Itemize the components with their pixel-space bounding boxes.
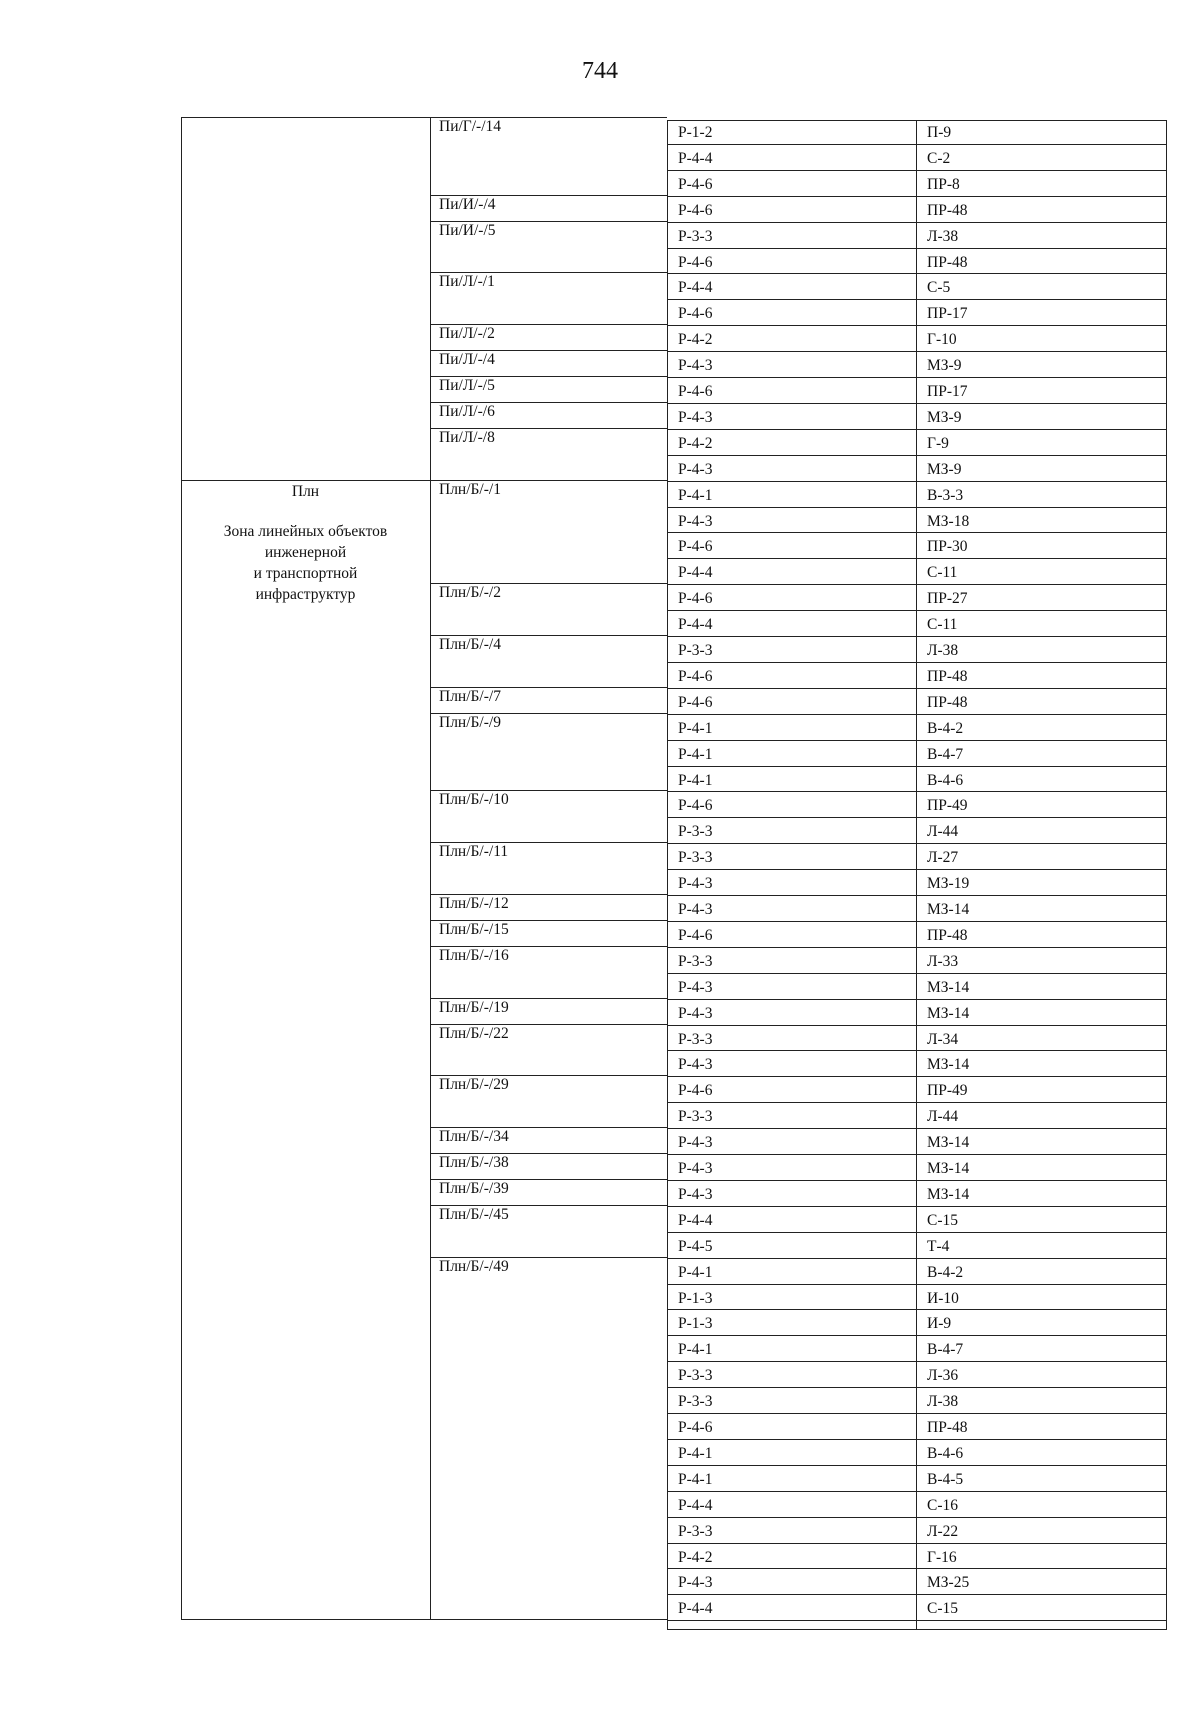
regulation-code: Р-4-6 [678,1082,713,1100]
regulation-code: Р-3-3 [678,823,713,841]
row-separator [667,299,1166,300]
row-separator [667,429,1166,430]
zone-index-code: МЗ-14 [927,1160,970,1177]
regulation-code: Р-4-1 [678,745,713,763]
regulation-code: Р-4-1 [678,719,713,737]
subzone-code: Пи/Л/-/8 [439,428,495,446]
row-separator [667,325,1166,326]
row-separator [667,455,1166,456]
regulation-code: Р-4-6 [678,538,713,556]
zone-index-code: Г-10 [927,331,957,349]
row-separator [667,947,1166,948]
subzone-code: Плн/Б/-/45 [439,1205,509,1223]
row-separator [667,1102,1166,1103]
zone-index-code: Л-22 [927,1522,959,1540]
row-separator [667,584,1166,585]
zone-index-code: МЗ-14 [927,978,970,996]
zone-index-code: МЗ-9 [927,408,962,426]
row-separator [667,1413,1166,1414]
row-separator [667,1050,1166,1051]
zone-index-code: ПР-48 [927,1419,968,1436]
row-separator [667,662,1166,663]
row-separator [667,403,1166,404]
zone-index-code: С-15 [927,1211,958,1229]
regulation-code: Р-4-3 [678,901,713,918]
zone-index-code: ПР-48 [927,926,968,944]
zone-index-code: ПР-48 [927,201,968,219]
regulation-code: Р-4-6 [678,590,713,608]
zone-index-code: Л-44 [927,1108,959,1126]
row-separator [667,1543,1166,1544]
row-separator [667,1465,1166,1466]
subzone-code: Плн/Б/-/34 [439,1128,509,1146]
row-separator [667,1284,1166,1285]
regulation-code: Р-4-1 [678,1444,713,1462]
zone-index-code: В-4-6 [927,1444,964,1462]
row-separator [667,481,1166,482]
zone-index-code: С-11 [927,616,958,634]
regulation-code: Р-4-6 [678,1419,713,1436]
table-column-divider [916,120,917,1630]
zone-index-code: ПР-30 [927,538,968,556]
zone-index-code: В-4-2 [927,719,964,737]
subzone-code: Пи/И/-/5 [439,221,496,239]
regulation-code: Р-4-4 [678,1600,713,1618]
zone-index-code: ПР-8 [927,175,960,193]
zone-index-code: МЗ-25 [927,1574,970,1592]
zone-index-code: МЗ-19 [927,875,970,893]
zone-index-code: Т-4 [927,1237,950,1255]
row-separator [667,1309,1166,1310]
regulation-code: Р-4-3 [678,460,713,478]
zone-name-line: Зона линейных объектов [223,522,388,540]
zone-index-code: МЗ-14 [927,1004,970,1022]
row-separator [667,558,1166,559]
zone-index-code: Л-36 [927,1367,959,1385]
row-separator [667,869,1166,870]
row-separator [667,973,1166,974]
regulation-code: Р-4-3 [678,512,713,530]
subzone-code: Плн/Б/-/4 [439,636,501,653]
regulation-code: Р-4-4 [678,1496,713,1514]
regulation-code: Р-4-1 [678,771,713,789]
zone-index-code: ПР-27 [927,590,968,608]
regulation-code: Р-4-6 [678,797,713,815]
zone-index-code: ПР-48 [927,253,968,271]
regulation-code: Р-4-4 [678,616,713,634]
zone-index-code: В-4-5 [927,1470,964,1488]
zone-name-line: инженерной [264,543,347,561]
zone-index-code: Г-9 [927,434,949,452]
row-separator [667,1232,1166,1233]
regulation-code: Р-4-3 [678,1134,713,1152]
zone-index-code: МЗ-9 [927,357,962,375]
subzone-code: Пи/Л/-/6 [439,402,495,420]
zone-index-code: ПР-48 [927,667,968,685]
zone-index-code: Л-33 [927,952,959,970]
row-separator [667,843,1166,844]
regulation-code: Р-4-3 [678,357,713,375]
zone-index-code: В-4-7 [927,745,964,763]
row-separator [667,1206,1166,1207]
regulation-code: Р-4-1 [678,486,713,504]
regulation-code: Р-4-4 [678,279,713,297]
row-separator [667,1154,1166,1155]
row-separator [667,1387,1166,1388]
table-column-divider [667,120,668,1630]
zone-index-code: Л-38 [927,642,959,659]
row-separator [667,1128,1166,1129]
zone-index-code: ПР-17 [927,383,968,400]
row-separator [667,532,1166,533]
row-separator [667,921,1166,922]
table-border-left [181,117,182,1619]
regulation-code: Р-4-2 [678,1548,713,1566]
zone-index-code: В-4-2 [927,1263,964,1281]
row-separator [667,766,1166,767]
row-separator [667,1439,1166,1440]
zone-index-code: С-15 [927,1600,958,1618]
row-separator [667,999,1166,1000]
row-separator [667,377,1166,378]
table-column-divider [430,117,431,1619]
zone-index-code: ПР-48 [927,693,968,711]
zone-index-code: Л-38 [927,227,959,245]
regulation-code: Р-3-3 [678,227,713,245]
row-separator [667,1594,1166,1595]
regulation-code: Р-3-3 [678,642,713,659]
zone-index-code: Л-38 [927,1393,959,1411]
row-separator [667,610,1166,611]
table-border-top [667,120,1166,121]
row-separator [667,1076,1166,1077]
subzone-code: Плн/Б/-/22 [439,1024,509,1042]
table-border-right [1166,120,1167,1630]
regulation-code: Р-4-1 [678,1341,713,1359]
subzone-code: Пи/Г/-/14 [439,118,502,135]
regulation-code: Р-4-6 [678,201,713,219]
regulation-code: Р-4-3 [678,875,713,893]
regulation-code: Р-3-3 [678,849,713,867]
row-separator [667,895,1166,896]
row-separator [667,1491,1166,1492]
row-separator [667,1180,1166,1181]
zone-index-code: ПР-49 [927,797,968,815]
row-separator [667,1568,1166,1569]
subzone-code: Плн/Б/-/49 [439,1257,509,1275]
row-separator [667,351,1166,352]
subzone-code: Плн/Б/-/19 [439,998,509,1016]
zone-separator [181,480,430,481]
zone-index-code: Л-27 [927,849,959,867]
row-separator [667,248,1166,249]
row-separator [667,1025,1166,1026]
table-border-bottom [181,1619,667,1620]
regulation-code: Р-4-4 [678,564,713,582]
regulation-code: Р-1-3 [678,1289,713,1307]
row-separator [667,1335,1166,1336]
subzone-code: Плн/Б/-/7 [439,687,501,705]
regulation-code: Р-4-3 [678,1004,713,1022]
regulation-code: Р-4-5 [678,1237,713,1255]
subzone-code: Плн/Б/-/10 [439,791,509,809]
zone-index-code: Л-44 [927,823,959,841]
regulation-code: Р-4-3 [678,1185,713,1203]
subzone-code: Плн/Б/-/11 [439,843,509,861]
row-separator [667,1258,1166,1259]
regulation-code: Р-4-3 [678,1056,713,1074]
regulation-code: Р-3-3 [678,1030,713,1048]
zone-index-code: Л-34 [927,1030,959,1048]
subzone-code: Плн/Б/-/15 [439,920,509,938]
subzone-code: Плн/Б/-/9 [439,713,501,731]
row-separator [667,714,1166,715]
regulation-code: Р-4-3 [678,1160,713,1177]
subzone-code: Пи/Л/-/5 [439,377,495,394]
zone-index-code: ПР-17 [927,305,968,323]
zoning-table [181,117,1166,1621]
zone-index-code: В-4-6 [927,771,964,789]
regulation-code: Р-4-4 [678,149,713,167]
row-separator [667,740,1166,741]
zone-index-code: П-9 [927,124,952,141]
row-separator [667,222,1166,223]
regulation-code: Р-4-1 [678,1470,713,1488]
table-border-top [181,117,667,118]
zone-index-code: И-10 [927,1289,959,1307]
subzone-code: Плн/Б/-/2 [439,584,501,602]
regulation-code: Р-4-1 [678,1263,713,1281]
zone-name-line: и транспортной [253,564,358,582]
regulation-code: Р-3-3 [678,952,713,970]
subzone-code: Плн/Б/-/38 [439,1154,509,1171]
regulation-code: Р-4-6 [678,926,713,944]
row-separator [667,144,1166,145]
subzone-code: Пи/Л/-/4 [439,351,495,369]
regulation-code: Р-4-2 [678,434,713,452]
row-separator [667,1361,1166,1362]
regulation-code: Р-4-4 [678,1211,713,1229]
regulation-code: Р-4-6 [678,253,713,271]
zone-name-line: инфраструктур [255,585,356,603]
regulation-code: Р-4-3 [678,1574,713,1592]
regulation-code: Р-4-3 [678,408,713,426]
zone-index-code: МЗ-9 [927,460,962,478]
regulation-code: Р-3-3 [678,1522,713,1540]
row-separator [667,507,1166,508]
row-separator [667,273,1166,274]
regulation-code: Р-3-3 [678,1108,713,1126]
zone-index-code: В-3-3 [927,486,964,504]
row-separator [667,636,1166,637]
regulation-code: Р-4-6 [678,693,713,711]
zone-index-code: МЗ-14 [927,901,970,918]
regulation-code: Р-4-2 [678,331,713,349]
regulation-code: Р-4-6 [678,305,713,323]
zone-index-code: С-5 [927,279,951,297]
zone-index-code: И-9 [927,1315,952,1333]
subzone-code: Плн/Б/-/12 [439,895,509,912]
zone-code: Плн [291,482,320,500]
subzone-code: Плн/Б/-/16 [439,946,509,964]
row-separator [667,170,1166,171]
regulation-code: Р-4-6 [678,175,713,193]
regulation-code: Р-1-2 [678,124,713,141]
subzone-code: Плн/Б/-/39 [439,1179,509,1197]
zone-index-code: МЗ-18 [927,512,970,530]
subzone-code: Пи/И/-/4 [439,195,496,213]
zone-index-code: МЗ-14 [927,1185,970,1203]
row-separator [667,1620,1166,1621]
row-separator [667,791,1166,792]
table-border-bottom [667,1629,1166,1630]
regulation-code: Р-1-3 [678,1315,713,1333]
row-separator [667,817,1166,818]
zone-index-code: ПР-49 [927,1082,968,1100]
regulation-code: Р-4-6 [678,383,713,400]
zone-index-code: В-4-7 [927,1341,964,1359]
row-separator [667,688,1166,689]
zone-index-code: МЗ-14 [927,1134,970,1152]
subzone-code: Пи/Л/-/1 [439,273,495,291]
regulation-code: Р-3-3 [678,1367,713,1385]
zone-index-code: С-2 [927,149,951,167]
zone-index-code: Г-16 [927,1548,957,1566]
row-separator [667,1517,1166,1518]
zone-index-code: МЗ-14 [927,1056,970,1074]
regulation-code: Р-3-3 [678,1393,713,1411]
zone-index-code: С-11 [927,564,958,582]
subzone-code: Плн/Б/-/29 [439,1076,509,1094]
zone-index-code: С-16 [927,1496,958,1514]
row-separator [667,196,1166,197]
page-number: 744 [582,58,618,84]
subzone-code: Пи/Л/-/2 [439,325,495,343]
subzone-code: Плн/Б/-/1 [439,480,501,498]
regulation-code: Р-4-3 [678,978,713,996]
regulation-code: Р-4-6 [678,667,713,685]
